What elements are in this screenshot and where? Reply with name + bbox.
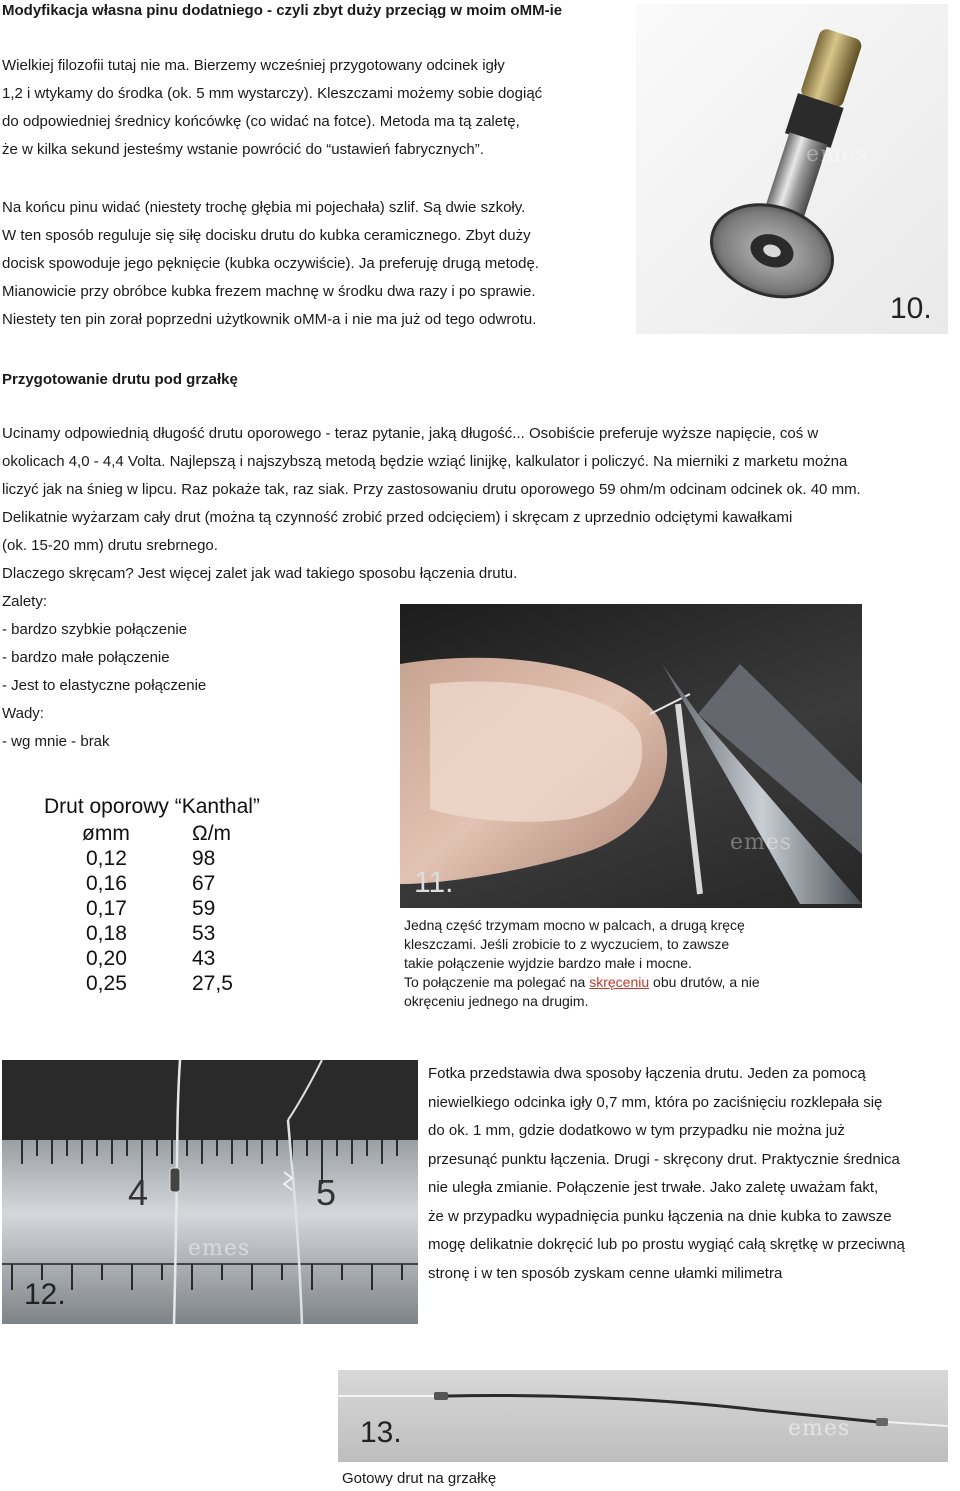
resistance-cell: 98 [192,847,216,870]
diameter-cell: 0,17 [86,897,127,920]
column-header-diameter: ømm [82,822,130,845]
text-line: Niestety ten pin zorał poprzedni użytkownik oMM-a i nie ma już od tego odwrotu. [2,311,537,328]
text-line: W ten sposób reguluje się siłę docisku drutu do kubka ceramicznego. Zbyt duży [2,227,531,244]
diameter-cell: 0,25 [86,972,127,995]
text-line: - Jest to elastyczne połączenie [2,677,207,694]
text-line: Wielkiej filozofii tutaj nie ma. Bierzemy wcześniej przygotowany odcinek igły [2,57,505,74]
figure-number: 10. [890,292,932,325]
kanthal-table [44,795,312,996]
text-line: Zalety: [2,593,48,610]
caption-line: okręceniu jednego na drugim. [404,993,589,1009]
caption-line: kleszczami. Jeśli zrobicie to z wyczuciem, to zawsze [404,936,730,952]
text-line: okolicach 4,0 - 4,4 Volta. Najlepszą i najszybszą metodą będzie wziąć linijkę, kalkulator i policzyć. Na mierniki z marketu można [2,453,848,470]
caption-text: To połączenie ma polegać na [404,974,590,990]
caption-line: takie połączenie wyjdzie bardzo małe i mocne. [404,955,692,971]
diameter-cell: 0,12 [86,847,127,870]
resistance-cell: 59 [192,897,216,920]
ruler-label-5: 5 [316,1172,337,1213]
caption-text: obu drutów, a nie [649,974,760,990]
resistance-cell: 53 [192,922,216,945]
text-line: nie uległa zmianie. Połączenie jest trwałe. Jako zaletę uważam fakt, [428,1179,879,1196]
text-line: stronę i w ten sposób zyskam cenne ułamki milimetra [428,1264,783,1282]
table-row [44,971,312,996]
figure-number: 13. [360,1416,402,1449]
joints-description [428,1060,905,1288]
finger-pliers-illustration [400,604,862,908]
column-header-resistance: Ω/m [192,822,232,845]
table-row [44,846,312,871]
text-line: docisk spowoduje jego pęknięcie (kubka oczywiście). Ja preferuję drugą metodę. [2,255,539,272]
table-row [44,896,312,921]
resistance-cell: 67 [192,872,216,895]
ruler-photo [2,1060,418,1324]
watermark: emes [188,1236,251,1261]
figure-number: 11. [414,866,454,899]
text-line: do ok. 1 mm, gdzie dodatkowo w tym przypadku nie można już [428,1122,845,1139]
table-row [44,871,312,896]
text-line: liczyć jak na śnieg w lipcu. Raz pokaże tak, raz siak. Przy zastosowaniu drutu oporowego 59 ohm/m odcinam odcinek ok. 40 mm. [2,481,861,498]
text-line: do odpowiedniej średnicy końcówkę (co widać na fotce). Metoda ma tą zaletę, [2,113,520,130]
resistance-cell: 43 [192,947,216,970]
pin-heading: Modyfikacja własna pinu dodatniego - czyli zbyt duży przeciąg w moim oMM-ie [2,2,563,19]
table-row [44,921,312,946]
caption-line: Jedną część trzymam mocno w palcach, a drugą kręcę [404,917,745,933]
pin-para-1 [2,52,542,164]
watermark: emes [730,830,793,855]
pin-photo [636,4,948,334]
text-line: Na końcu pinu widać (niestety trochę głębia mi pojechała) szlif. Są dwie szkoły. [2,199,526,216]
finished-wire-caption: Gotowy drut na grzałkę [342,1470,497,1487]
text-line: (ok. 15-20 mm) drutu srebrnego. [2,537,218,554]
text-line: Dlaczego skręcam? Jest więcej zalet jak wad takiego sposobu łączenia drutu. [2,565,518,582]
watermark: emes [788,1416,851,1441]
text-line: 1,2 i wtykamy do środka (ok. 5 mm wystarczy). Kleszczami możemy sobie dogiąć [2,85,543,102]
wire-heading: Przygotowanie drutu pod grzałkę [2,371,238,388]
pin-illustration [636,4,948,334]
text-line: Ucinamy odpowiednią długość drutu oporowego - teraz pytanie, jaką długość... Osobiście preferuje wyższe napięcie, coś w [2,425,819,442]
diameter-cell: 0,18 [86,922,127,945]
ruler-label-4: 4 [128,1172,149,1213]
diameter-cell: 0,20 [86,947,127,970]
text-line: Mianowicie przy obróbce kubka frezem machnę w środku dwa razy i po sprawie. [2,283,536,300]
text-line: przesunąć punktu łączenia. Drugi - skręcony drut. Praktycznie średnica [428,1150,900,1168]
watermark: emes [806,142,869,167]
diameter-cell: 0,16 [86,872,127,895]
text-line: że w kilka sekund jesteśmy wstanie powrócić do “ustawień fabrycznych”. [2,141,484,158]
text-line: że w przypadku wypadnięcia punku łączenia na dnie kubka to zawsze [428,1207,892,1225]
figure-number: 12. [24,1278,66,1311]
text-line: - wg mnie - brak [2,733,110,750]
text-line: Delikatnie wyżarzam cały drut (można tą czynność zrobić przed odcięciem) i skręcam z uprzednio odciętymi kawałkami [2,509,793,526]
twisting-caption [404,916,760,1011]
kanthal-title: Drut oporowy “Kanthal” [44,795,260,818]
text-line: Wady: [2,705,44,722]
resistance-cell: 27,5 [192,972,233,995]
text-line: niewielkiego odcinka igły 0,7 mm, która po zaciśnięciu rozklepała się [428,1093,883,1111]
text-line: Fotka przedstawia dwa sposoby łączenia drutu. Jeden za pomocą [428,1065,866,1082]
text-line: - bardzo szybkie połączenie [2,621,188,638]
pin-para-2 [2,194,539,334]
finished-wire-illustration [338,1370,948,1462]
text-line: mogę delikatnie dokręcić lub po prostu wygiąć całą skrętkę w przeciwną [428,1236,905,1253]
text-line: - bardzo małe połączenie [2,649,170,666]
table-row [44,946,312,971]
kanthal-header-row [44,821,312,846]
finished-wire-photo [338,1370,948,1462]
twisting-link[interactable]: skręceniu [589,974,650,990]
caption-line [404,973,760,992]
twisting-photo [400,604,862,908]
